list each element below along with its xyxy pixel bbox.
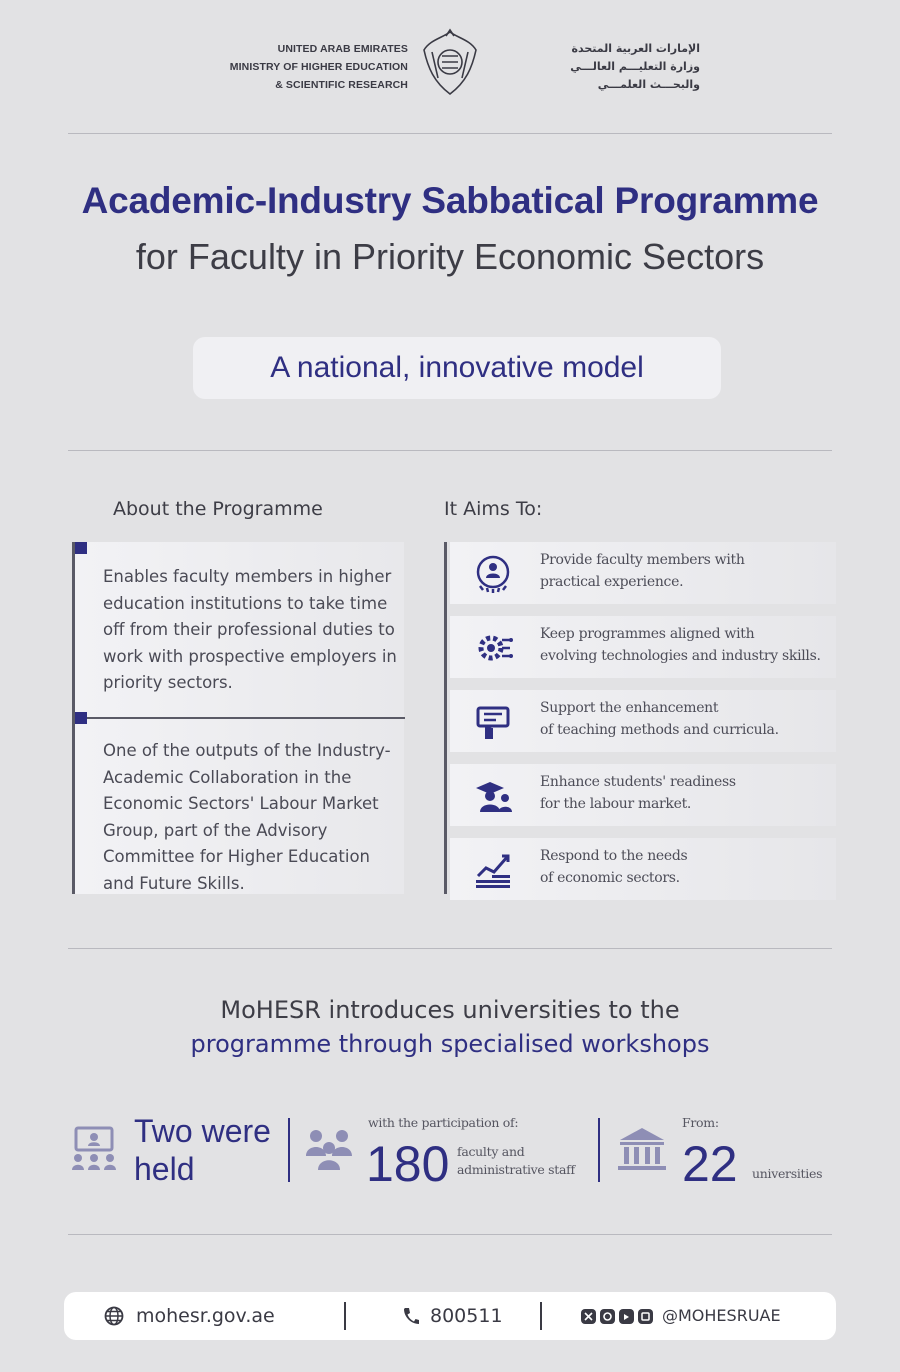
aim-item: Keep programmes aligned with evolving technologies and industry skills.: [450, 616, 836, 678]
about-heading: About the Programme: [113, 498, 323, 520]
footer-separator: [344, 1302, 346, 1330]
graduate-student-icon: [472, 776, 514, 816]
social-handle[interactable]: @MOHESRUAE: [662, 1306, 781, 1325]
from-label: From:: [682, 1115, 719, 1130]
growth-chart-icon: [472, 850, 514, 890]
divider-lower: [68, 948, 832, 949]
divider-middle: [68, 450, 832, 451]
workshops-intro: MoHESR introduces universities to the: [220, 996, 680, 1024]
aim-item: Enhance students' readiness for the labour market.: [450, 764, 836, 826]
workshops-highlight: programme through specialised workshops: [190, 1030, 710, 1058]
aim-item: Support the enhancement of teaching methods and curricula.: [450, 690, 836, 752]
about-divider: [75, 717, 405, 719]
tech-gear-icon: [472, 628, 514, 668]
section-marker: [75, 712, 87, 724]
footer-separator: [540, 1302, 542, 1330]
phone-number[interactable]: 800511: [430, 1305, 503, 1327]
uae-emblem-icon: [420, 28, 480, 100]
universities-count: 22: [682, 1136, 738, 1192]
section-marker: [75, 542, 87, 554]
people-group-icon: [304, 1126, 354, 1172]
page-title: Academic-Industry Sabbatical Programme: [81, 180, 819, 221]
workshops-held-stat: Two were held: [134, 1113, 271, 1187]
divider-top: [68, 133, 832, 134]
phone-icon: [402, 1306, 420, 1326]
participants-label: faculty and administrative staff: [457, 1144, 575, 1177]
about-panel: [72, 542, 404, 894]
ministry-header: [0, 28, 900, 108]
aims-panel: [444, 542, 834, 894]
stat-separator: [598, 1118, 600, 1182]
ministry-name-english: UNITED ARAB EMIRATES MINISTRY OF HIGHER EDUCATION & SCIENTIFIC RESEARCH: [229, 43, 408, 91]
divider-bottom: [68, 1234, 832, 1235]
faculty-award-icon: [472, 554, 514, 594]
ministry-name-arabic: الإمارات العربية المتحدة وزارة التعليـــم العالـــي والبحـــث العلمـــي: [570, 42, 700, 91]
participants-count: 180: [366, 1136, 450, 1192]
tagline-badge: A national, innovative model: [193, 337, 721, 399]
about-paragraph-2: One of the outputs of the Industry-Academic Collaboration in the Economic Sectors' Labour Market Group, part of the Advisory Committee for Higher Education and Future Skills.: [103, 741, 391, 893]
universities-label: universities: [752, 1166, 823, 1181]
aims-heading: It Aims To:: [444, 498, 543, 520]
workshop-presentation-icon: [70, 1124, 118, 1172]
aim-item: Respond to the needs of economic sectors.: [450, 838, 836, 900]
stat-separator: [288, 1118, 290, 1182]
website-link[interactable]: mohesr.gov.ae: [136, 1305, 275, 1327]
aim-item: Provide faculty members with practical experience.: [450, 542, 836, 604]
social-media-icons: [580, 1306, 654, 1326]
teaching-board-icon: [472, 702, 514, 742]
page-subtitle: for Faculty in Priority Economic Sectors: [135, 236, 765, 277]
participation-label: with the participation of:: [368, 1115, 519, 1130]
about-paragraph-1: Enables faculty members in higher education institutions to take time off from their professional duties to work with prospective employers in priority sectors.: [103, 567, 397, 692]
contact-footer: [64, 1292, 836, 1340]
globe-icon: [104, 1306, 124, 1326]
university-building-icon: [616, 1126, 668, 1172]
